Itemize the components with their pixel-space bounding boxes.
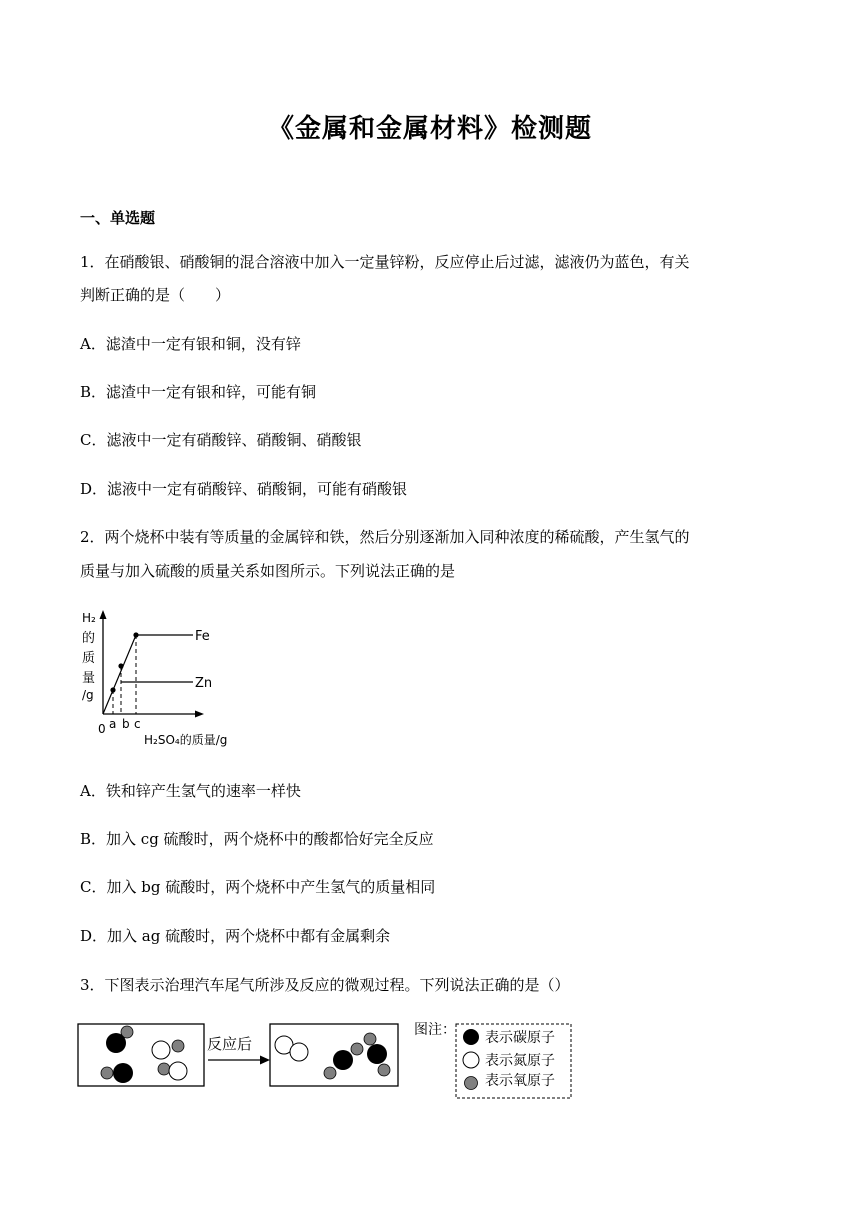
hydrogen-mass-graph <box>78 606 258 752</box>
oxygen-atom <box>378 1064 390 1076</box>
tick-label-c: c <box>134 717 141 731</box>
section-heading: 一、单选题 <box>80 209 156 227</box>
rise-line <box>103 635 136 714</box>
reaction-diagram <box>76 1018 576 1102</box>
tick-label-b: b <box>122 717 130 731</box>
legend-title: 图注： <box>414 1022 456 1038</box>
carbon-atom <box>113 1063 133 1083</box>
graph-y-label-char: 量 <box>82 671 96 686</box>
q1-stem-line1: 1．在硝酸银、硝酸铜的混合溶液中加入一定量锌粉，反应停止后过滤，滤液仍为蓝色，有关 <box>80 253 690 271</box>
nitrogen-atom <box>152 1041 170 1059</box>
origin-label: 0 <box>98 722 106 736</box>
tick-label-a: a <box>109 717 117 731</box>
point-c <box>133 632 138 637</box>
graph-y-label-char: 质 <box>82 651 96 666</box>
q2-stem-line1: 2．两个烧杯中装有等质量的金属锌和铁，然后分别逐渐加入同种浓度的稀硫酸，产生氢气的 <box>80 528 690 546</box>
legend-nitrogen-label: 表示氮原子 <box>485 1053 555 1069</box>
page-title: 《金属和金属材料》检测题 <box>267 114 592 144</box>
carbon-atom <box>333 1050 353 1070</box>
x-axis-arrow-icon <box>195 711 204 718</box>
y-axis-arrow-icon <box>100 610 107 619</box>
q2-option-d: D．加入 ag 硫酸时，两个烧杯中都有金属剩余 <box>80 927 391 945</box>
legend-nitrogen-icon <box>463 1052 479 1068</box>
nitrogen-atom <box>290 1043 308 1061</box>
point-a <box>110 687 115 692</box>
q1-option-c: C．滤液中一定有硝酸锌、硝酸铜、硝酸银 <box>80 431 362 449</box>
graph-y-label-h2: H₂ <box>82 611 96 625</box>
x-axis-label: H₂SO₄的质量/g <box>144 733 228 747</box>
q1-option-d: D．滤液中一定有硝酸锌、硝酸铜，可能有硝酸银 <box>80 480 408 498</box>
legend-oxygen-label: 表示氧原子 <box>485 1073 555 1089</box>
arrow-head-icon <box>260 1056 270 1065</box>
oxygen-atom <box>324 1067 336 1079</box>
q1-option-b: B．滤渣中一定有银和锌，可能有铜 <box>80 383 317 401</box>
q3-stem: 3．下图表示治理汽车尾气所涉及反应的微观过程。下列说法正确的是（） <box>80 976 570 994</box>
q2-option-a: A．铁和锌产生氢气的速率一样快 <box>80 782 301 800</box>
nitrogen-atom <box>169 1062 187 1080</box>
carbon-atom <box>367 1044 387 1064</box>
q1-stem-line2: 判断正确的是（ ） <box>80 286 231 304</box>
arrow-label: 反应后 <box>207 1035 253 1053</box>
graph-y-label-char: 的 <box>82 631 96 646</box>
oxygen-atom <box>158 1063 170 1075</box>
carbon-atom <box>106 1033 126 1053</box>
q2-stem-line2: 质量与加入硫酸的质量关系如图所示。下列说法正确的是 <box>80 562 456 580</box>
oxygen-atom <box>364 1033 376 1045</box>
series-label-fe: Fe <box>195 629 210 644</box>
q1-option-a: A．滤渣中一定有银和铜，没有锌 <box>80 335 301 353</box>
legend-carbon-icon <box>463 1029 479 1045</box>
legend-oxygen-icon <box>465 1077 478 1090</box>
legend-carbon-label: 表示碳原子 <box>485 1030 555 1046</box>
q2-option-c: C．加入 bg 硫酸时，两个烧杯中产生氢气的质量相同 <box>80 878 436 896</box>
series-label-zn: Zn <box>195 676 213 691</box>
graph-y-label-unit: /g <box>82 688 94 702</box>
oxygen-atom <box>101 1067 113 1079</box>
point-b <box>118 663 123 668</box>
oxygen-atom <box>351 1043 363 1055</box>
oxygen-atom <box>172 1040 184 1052</box>
q2-option-b: B．加入 cg 硫酸时，两个烧杯中的酸都恰好完全反应 <box>80 830 434 848</box>
